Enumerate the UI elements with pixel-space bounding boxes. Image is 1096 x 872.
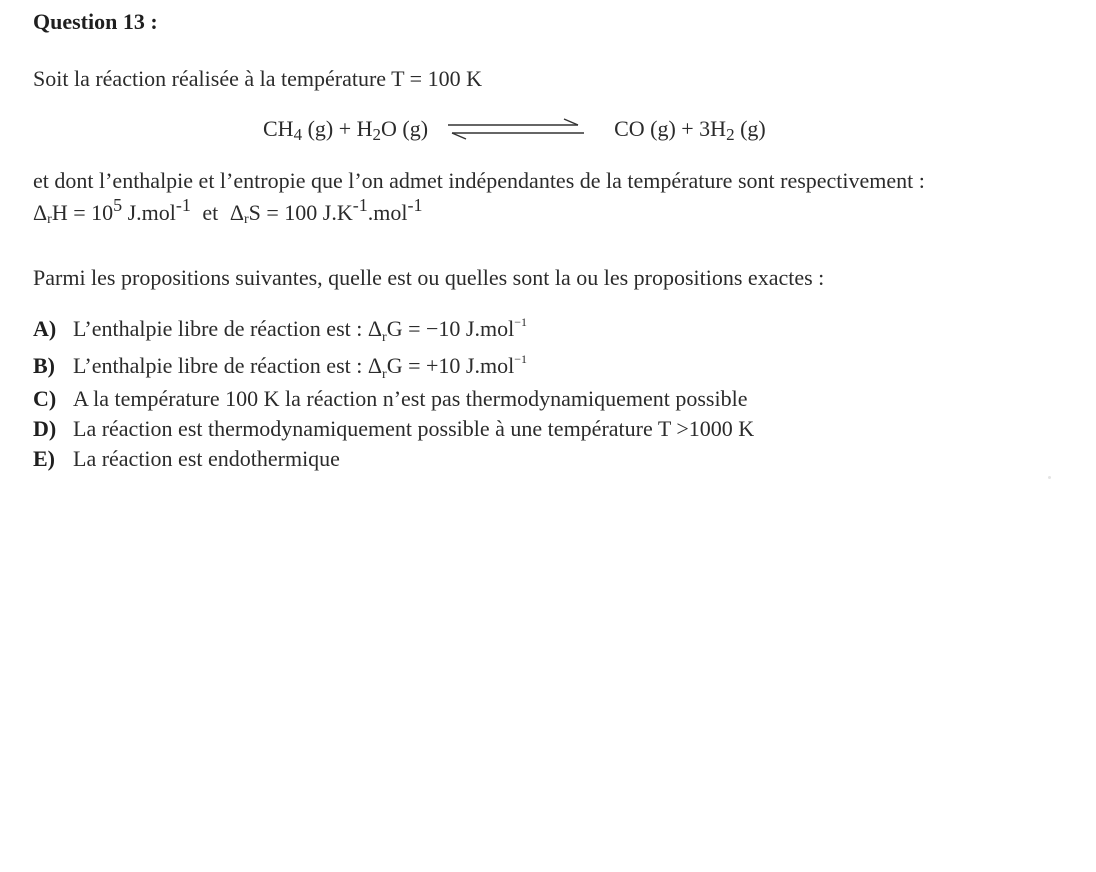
enthalpy-unit: J.mol — [122, 200, 176, 225]
option-a[interactable] — [33, 315, 527, 345]
scan-speck — [1048, 476, 1051, 479]
option-text: La réaction est endothermique — [73, 446, 340, 471]
entropy-exponent-k: -1 — [352, 195, 368, 215]
option-formula: G = +10 J.mol — [386, 353, 515, 378]
entropy-exponent-mol: -1 — [407, 195, 423, 215]
option-text: L’enthalpie libre de réaction est : — [73, 316, 368, 341]
option-letter: D) — [33, 416, 57, 441]
option-delta: Δ — [367, 353, 383, 378]
enthalpy-label: H = 10 — [51, 200, 114, 225]
thermo-description: et dont l’enthalpie et l’entropie que l’on admet indépendantes de la température sont respectivement : — [33, 168, 925, 193]
product-state-text: (g) — [734, 115, 766, 141]
option-delta: Δ — [367, 316, 383, 341]
reaction-products — [614, 116, 766, 142]
option-text: A la température 100 K la réaction n’est pas thermodynamiquement possible — [73, 386, 748, 411]
reaction-reactants — [263, 116, 428, 142]
question-prompt: Parmi les propositions suivantes, quelle est ou quelles sont la ou les propositions exactes : — [33, 265, 825, 290]
option-letter: B) — [33, 353, 55, 378]
option-d[interactable] — [33, 416, 754, 442]
reactant-o-text: O (g) — [381, 115, 429, 141]
product-subscript: 2 — [726, 124, 735, 144]
option-formula: G = −10 J.mol — [386, 316, 515, 341]
option-c[interactable] — [33, 386, 747, 412]
option-exponent: −1 — [514, 315, 527, 329]
reactant-ch-text: CH — [263, 115, 294, 141]
option-text: L’enthalpie libre de réaction est : — [73, 353, 368, 378]
entropy-label: S = 100 J.K — [248, 200, 353, 225]
option-letter: A) — [33, 316, 57, 341]
reactant-h-subscript: 2 — [372, 124, 382, 144]
entropy-unit: .mol — [367, 200, 408, 225]
entropy-value — [229, 195, 423, 227]
entropy-delta: Δ — [229, 200, 244, 225]
option-text: La réaction est thermodynamiquement possible à une température T >1000 K — [73, 416, 755, 441]
intro-text: Soit la réaction réalisée à la température T = 100 K — [33, 66, 482, 91]
option-b[interactable] — [33, 352, 527, 382]
equilibrium-arrow-icon — [442, 116, 592, 142]
option-letter: C) — [33, 386, 57, 411]
product-text: CO (g) + 3H — [614, 115, 727, 141]
reactant-ch-subscript: 4 — [293, 124, 303, 144]
reaction-equation — [263, 114, 766, 142]
thermo-values — [33, 195, 423, 227]
connector-et: et — [202, 200, 219, 225]
reactant-h-text: (g) + H — [302, 115, 373, 141]
option-e[interactable] — [33, 446, 340, 472]
entropy-sub: r — [243, 212, 249, 227]
option-letter: E) — [33, 446, 55, 471]
enthalpy-sub: r — [47, 212, 52, 227]
enthalpy-unit-exponent: -1 — [175, 195, 191, 215]
enthalpy-value — [33, 195, 191, 227]
option-exponent: −1 — [514, 352, 527, 366]
option-delta-sub: r — [382, 330, 387, 345]
option-delta-sub: r — [382, 367, 387, 382]
enthalpy-exponent: 5 — [113, 195, 123, 215]
question-title: Question 13 : — [33, 9, 158, 34]
enthalpy-delta: Δ — [33, 200, 48, 225]
